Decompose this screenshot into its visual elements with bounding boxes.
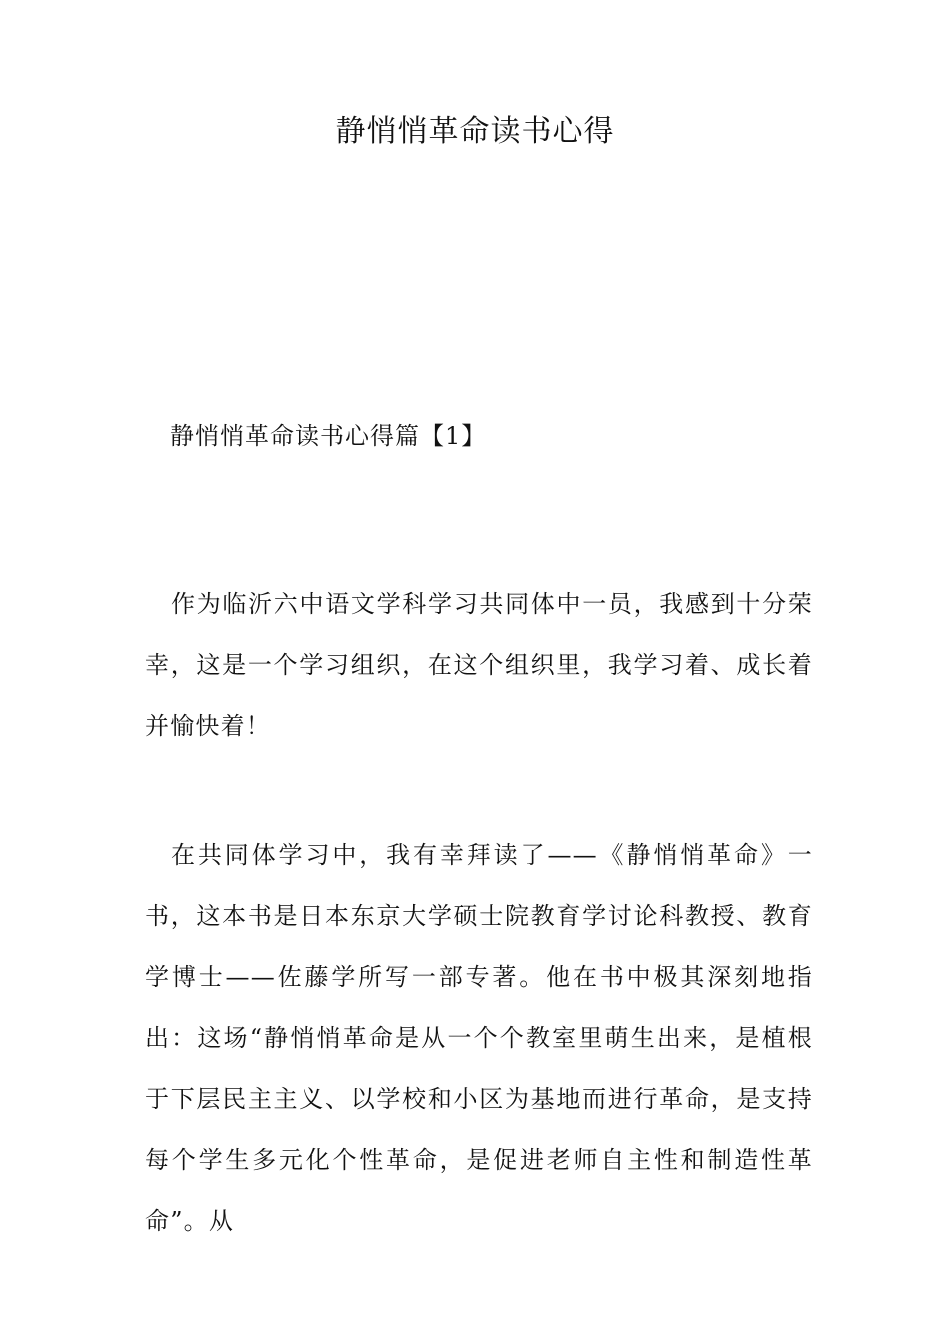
- document-title: 静悄悄革命读书心得: [335, 114, 615, 149]
- paragraph: 作为临沂六中语文学科学习共同体中一员，我感到十分荣幸，这是一个学习组织，在这个组织里，我学习着、成长着并愉快着！: [145, 590, 813, 740]
- section-heading: 静悄悄革命读书心得篇【1】: [170, 422, 487, 450]
- paragraph: 在共同体学习中，我有幸拜读了——《静悄悄革命》一书，这本书是日本东京大学硕士院教育学讨论科教授、教育学博士——佐藤学所写一部专著。他在书中极其深刻地指出：这场“静悄悄革命是从一个个教室里萌生出来，是植根于下层民主主义、以学校和小区为基地而进行革命，是支持每个学生多元化个性革命，是促进老师自主性和制造性革命”。从: [145, 841, 813, 1235]
